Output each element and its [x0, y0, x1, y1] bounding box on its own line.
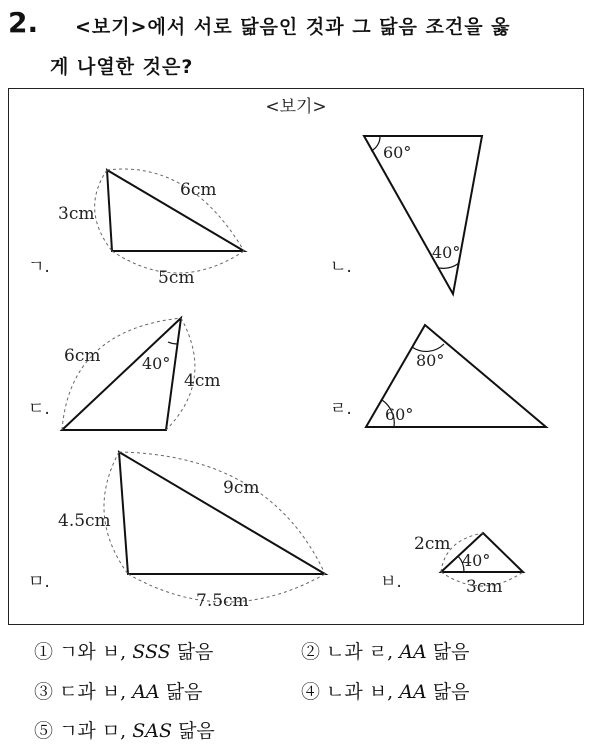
- bogi-title: <보기>: [265, 97, 327, 117]
- question-text-line2: 게 나열한 것은?: [50, 56, 194, 78]
- option-4[interactable]: [301, 677, 469, 704]
- option-suffix: 닮음: [432, 681, 470, 703]
- side-label: 6cm: [64, 346, 101, 366]
- angle-label: 40°: [462, 551, 491, 570]
- side-label: 2cm: [414, 534, 451, 554]
- side-label: 6cm: [180, 180, 217, 200]
- angle-label: 40°: [142, 354, 171, 373]
- option-suffix: 닮음: [165, 681, 203, 703]
- option-3[interactable]: [34, 677, 202, 704]
- option-condition: AA: [399, 681, 427, 703]
- option-pair: ㄱ와 ㅂ,: [59, 641, 127, 663]
- triangle-a: [28, 169, 244, 288]
- option-pair: ㄴ과 ㄹ,: [326, 641, 394, 663]
- angle-label: 60°: [383, 143, 412, 162]
- question-number: 2.: [8, 6, 39, 39]
- angle-label: 80°: [416, 351, 445, 370]
- triangle-c: [28, 318, 220, 430]
- item-label-a: ㄱ.: [28, 257, 50, 277]
- option-1[interactable]: [34, 637, 213, 664]
- side-label: 4.5cm: [58, 511, 111, 531]
- triangle-d: [330, 325, 546, 427]
- option-number: ①: [34, 641, 54, 663]
- option-number: ③: [34, 681, 54, 703]
- option-suffix: 닮음: [178, 720, 215, 742]
- option-condition: SAS: [132, 720, 173, 742]
- option-pair: ㄴ과 ㅂ,: [326, 681, 394, 703]
- option-pair: ㄷ과 ㅂ,: [59, 681, 127, 703]
- option-condition: SSS: [132, 641, 171, 663]
- angle-label: 40°: [432, 243, 461, 262]
- option-pair: ㄱ과 ㅁ,: [59, 720, 127, 742]
- question-text-line1: <보기>에서 서로 닮음인 것과 그 닮음 조건을 옳: [75, 16, 511, 38]
- item-label-e: ㅁ.: [28, 572, 50, 592]
- option-suffix: 닮음: [432, 641, 470, 663]
- angle-label: 60°: [385, 405, 414, 424]
- side-label: 3cm: [466, 577, 503, 597]
- option-number: ④: [301, 681, 321, 703]
- side-label: 3cm: [58, 204, 95, 224]
- side-label: 7.5cm: [196, 591, 249, 611]
- side-label: 9cm: [223, 478, 260, 498]
- option-5[interactable]: [34, 716, 215, 743]
- triangle-e: [28, 452, 325, 611]
- option-condition: AA: [132, 681, 160, 703]
- side-label: 4cm: [184, 371, 221, 391]
- option-2[interactable]: [301, 637, 469, 664]
- option-condition: AA: [399, 641, 427, 663]
- option-suffix: 닮음: [176, 641, 214, 663]
- triangle-f: [380, 533, 523, 597]
- item-label-f: ㅂ.: [380, 572, 402, 592]
- side-label: 5cm: [158, 268, 195, 288]
- triangle-b: [330, 136, 482, 294]
- item-label-c: ㄷ.: [28, 399, 50, 419]
- item-label-d: ㄹ.: [330, 399, 352, 419]
- item-label-b: ㄴ.: [330, 257, 352, 277]
- option-number: ⑤: [34, 720, 54, 742]
- option-number: ②: [301, 641, 321, 663]
